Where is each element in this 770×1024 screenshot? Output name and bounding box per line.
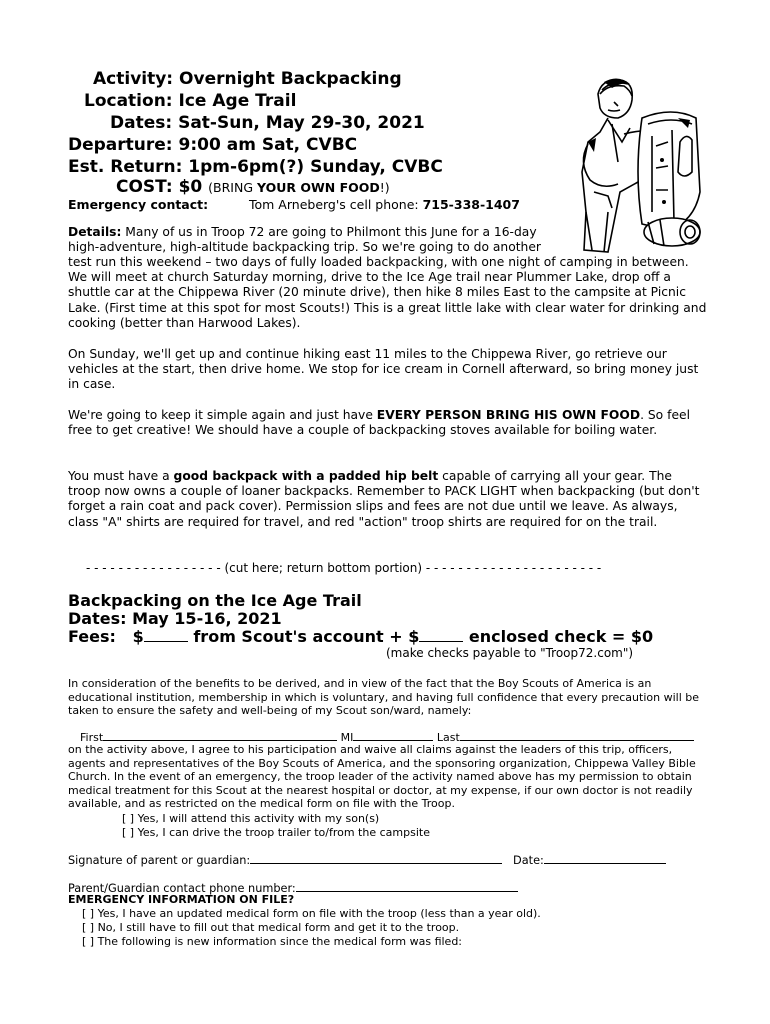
cost-line: COST: $0 (BRING YOUR OWN FOOD!): [116, 177, 390, 197]
waiver-paragraph: on the activity above, I agree to his participation and waive all claims against the leaders of this trip, officers, agents and representatives of the Boy Scouts of America, and the sponsoring organization, Chippewa Valley Bible Church. In the event of an emergency, the troop leader of the activity named above has my permission to obtain medical treatment for this Scout at the nearest hospital or doctor, at my expense, if our own doctor is not readily available, and as restricted on the medical form on file with the Troop.: [68, 743, 696, 811]
enclosed-check-blank[interactable]: [419, 631, 463, 642]
first-name-field[interactable]: [103, 730, 337, 741]
return-line: Est. Return: 1pm-6pm(?) Sunday, CVBC: [68, 157, 443, 177]
form-dates: Dates: May 15-16, 2021: [68, 609, 282, 628]
activity-line: Activity: Overnight Backpacking: [93, 69, 402, 89]
checks-payable-note: (make checks payable to "Troop72.com"): [386, 646, 634, 660]
scout-backpacker-illustration: [568, 72, 710, 262]
signature-field[interactable]: [250, 853, 502, 864]
emergency-option-updated[interactable]: [ ] Yes, I have an updated medical form on file with the troop (less than a year old).: [82, 907, 541, 920]
phone-field[interactable]: [296, 881, 518, 892]
form-fees: Fees: $ from Scout's account + $ enclosed check = $0: [68, 627, 654, 646]
cost-note: (BRING YOUR OWN FOOD!): [208, 180, 390, 195]
emergency-info-title: EMERGENCY INFORMATION ON FILE?: [68, 893, 295, 906]
emergency-contact-label: Emergency contact:: [68, 197, 209, 212]
details-paragraph-3: We're going to keep it simple again and just have EVERY PERSON BRING HIS OWN FOOD. So feel free to get creative! We should have a couple of backpacking stoves available for boiling water.: [68, 408, 690, 438]
drive-trailer-checkbox[interactable]: [ ] Yes, I can drive the troop trailer to/from the campsite: [122, 826, 430, 839]
phone-line: Parent/Guardian contact phone number:: [68, 881, 518, 896]
dates-line: Dates: Sat-Sun, May 29-30, 2021: [110, 113, 425, 133]
details-paragraph-2: On Sunday, we'll get up and continue hiking east 11 miles to the Chippewa River, go retrieve our vehicles at the start, then drive home. We stop for ice cream in Cornell afterward, so bring money just in case.: [68, 347, 699, 392]
consent-paragraph: In consideration of the benefits to be derived, and in view of the fact that the Boy Scouts of America is an educational institution, membership in which is voluntary, and having full confidence that every precaution will be taken to ensure the safety and well-being of my Scout son/ward, namely:: [68, 677, 699, 718]
emergency-phone: 715-338-1407: [422, 197, 520, 212]
scout-account-blank[interactable]: [144, 631, 188, 642]
location-line: Location: Ice Age Trail: [84, 91, 297, 111]
details-intro: Details: Many of us in Troop 72 are going to Philmont this June for a 16-day high-adventure, high-altitude backpacking trip. So we're going to do another: [68, 225, 541, 255]
form-title: Backpacking on the Ice Age Trail: [68, 591, 362, 610]
emergency-option-pending[interactable]: [ ] No, I still have to fill out that medical form and get it to the troop.: [82, 921, 460, 934]
departure-line: Departure: 9:00 am Sat, CVBC: [68, 135, 358, 155]
attend-checkbox[interactable]: [ ] Yes, I will attend this activity with my son(s): [122, 812, 380, 825]
cut-line: - - - - - - - - - - - - - - - - - (cut here; return bottom portion) - - - - - - - - - - - - - - - - - - - - - -: [86, 561, 602, 575]
middle-initial-field[interactable]: [353, 730, 433, 741]
details-paragraph-4: You must have a good backpack with a padded hip belt capable of carrying all your gear. The troop now owns a couple of loaner backpacks. Remember to PACK LIGHT when backpacking (but don't forget a rain coat and pack cover). Permission slips and fees are not due until we leave. As always, class "A" shirts are required for travel, and red "action" troop shirts are required for on the trail.: [68, 469, 700, 529]
date-field[interactable]: [544, 853, 666, 864]
scout-name-line: First MI Last: [80, 730, 694, 745]
last-name-field[interactable]: [460, 730, 694, 741]
emergency-option-new-info[interactable]: [ ] The following is new information since the medical form was filed:: [82, 935, 463, 948]
details-paragraph-1: test run this weekend – two days of fully loaded backpacking, with one night of camping in between. We will meet at church Saturday morning, drive to the Ice Age trail near Plummer Lake, drop off a shuttle car at the Chippewa River (20 minute drive), then hike 8 miles East to the campsite at Picnic Lake. (First time at this spot for most Scouts!) This is a great little lake with clear water for drinking and cooking (better than Harwood Lakes).: [68, 255, 707, 330]
emergency-contact-text: Tom Arneberg's cell phone: 715-338-1407: [249, 197, 520, 212]
signature-line: Signature of parent or guardian: Date:: [68, 853, 666, 868]
